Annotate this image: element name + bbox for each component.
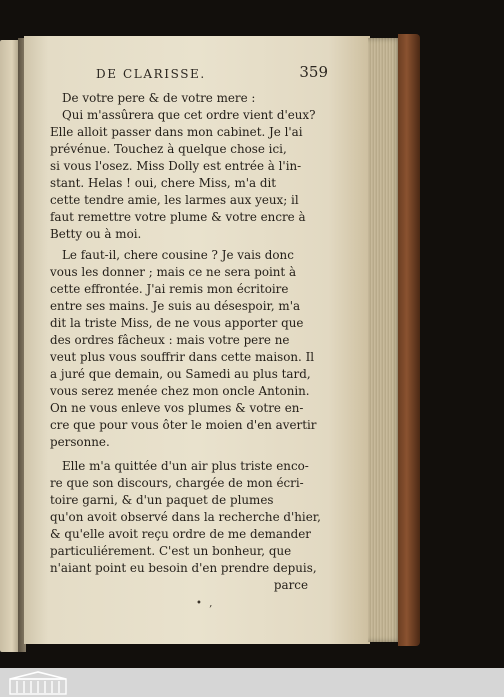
text-line: Qui m'assûrera que cet ordre vient d'eux? bbox=[62, 108, 316, 122]
text-line: vous les donner ; mais ce ne sera point à bbox=[50, 265, 297, 279]
text-line: Elle m'a quittée d'un air plus triste enco- bbox=[62, 459, 309, 473]
running-title: DE CLARISSE. bbox=[96, 67, 206, 81]
text-line: Le faut-il, chere cousine ? Je vais donc bbox=[62, 248, 294, 262]
text-line: n'aiant point eu besoin d'en prendre depuis, bbox=[50, 561, 317, 575]
text-line: qu'on avoit observé dans la recherche d'hier, bbox=[50, 510, 321, 524]
text-line: Betty ou à moi. bbox=[50, 227, 142, 241]
catchword: parce bbox=[273, 578, 308, 592]
text-line: toire garni, & d'un paquet de plumes bbox=[50, 493, 274, 507]
text-line: personne. bbox=[50, 435, 110, 449]
text-line: si vous l'osez. Miss Dolly est entrée à l'in- bbox=[50, 159, 302, 173]
text-line: De votre pere & de votre mere : bbox=[62, 91, 256, 105]
footer-bar bbox=[0, 668, 504, 697]
text-line: cre que pour vous ôter le moien d'en avertir bbox=[50, 418, 317, 432]
text-line: faut remettre votre plume & votre encre à bbox=[50, 210, 306, 224]
text-line: entre ses mains. Je suis au désespoir, m'a bbox=[50, 299, 301, 313]
page-number: 359 bbox=[299, 63, 328, 81]
left-page-edge bbox=[0, 40, 20, 652]
text-line: a juré que demain, ou Samedi au plus tard, bbox=[50, 367, 311, 381]
text-line: re que son discours, chargée de mon écri- bbox=[50, 476, 304, 490]
text-line: dit la triste Miss, de ne vous apporter que bbox=[50, 316, 304, 330]
text-line: veut plus vous souffrir dans cette maison. Il bbox=[50, 350, 315, 364]
text-line: cette tendre amie, les larmes aux yeux; il bbox=[50, 193, 299, 207]
text-line: prévénue. Touchez à quelque chose ici, bbox=[50, 142, 287, 156]
text-line: Elle alloit passer dans mon cabinet. Je l'ai bbox=[50, 125, 303, 139]
text-line: particuliérement. C'est un bonheur, que bbox=[50, 544, 292, 558]
text-line: vous serez menée chez mon oncle Antonin. bbox=[50, 384, 310, 398]
page-edges bbox=[368, 38, 402, 642]
text-line: des ordres fâcheux : mais votre pere ne bbox=[50, 333, 290, 347]
library-building-icon bbox=[4, 670, 72, 695]
text-line: & qu'elle avoit reçu ordre de me demander bbox=[50, 527, 311, 541]
text-line: stant. Helas ! oui, chere Miss, m'a dit bbox=[50, 176, 277, 190]
book-cover bbox=[398, 34, 420, 646]
text-line: cette effrontée. J'ai remis mon écritoire bbox=[50, 282, 289, 296]
printer-flourish: • ‚ bbox=[196, 598, 215, 609]
text-line: On ne vous enleve vos plumes & votre en- bbox=[50, 401, 304, 415]
